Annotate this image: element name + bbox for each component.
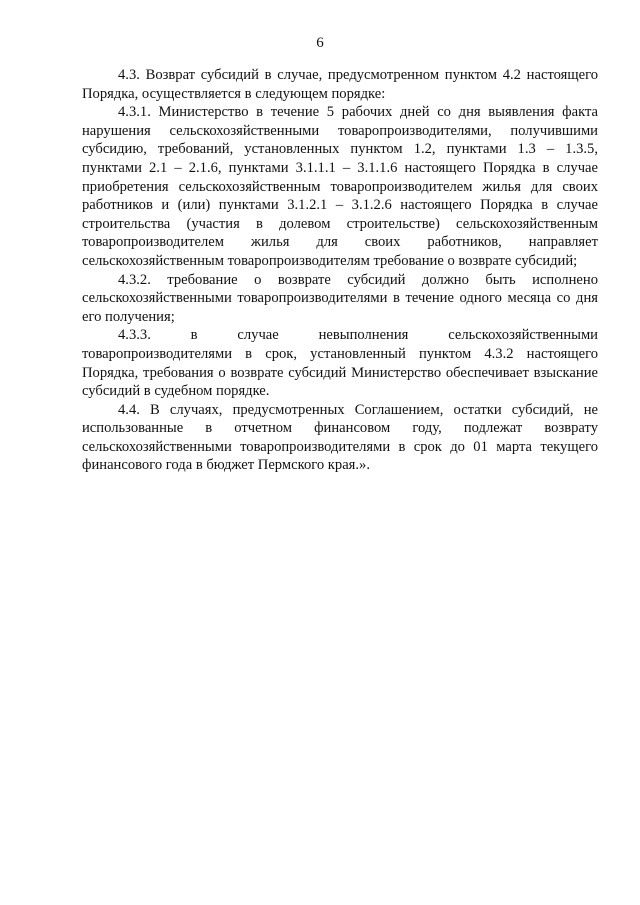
paragraph-4-3-1: 4.3.1. Министерство в течение 5 рабочих дней со дня выявления факта нарушения сельскохозяйственными товаропроизводителями, получившими субсидию, требований, установленных пунктом 1.2, пунктами 1.3 – 1.3.5, пунктами 2.1 – 2.1.6, пунктами 3.1.1.1 – 3.1.1.6 настоящего Порядка в случае приобретения сельскохозяйственным товаропроизводителем жилья для своих работников и (или) пунктами 3.1.2.1 – 3.1.2.6 настоящего Порядка в случае строительства (участия в долевом строительстве) сельскохозяйственным товаропроизводителем жилья для своих работников, направляет сельскохозяйственным товаропроизводителям требование о возврате субсидий;	[82, 104, 598, 269]
document-body	[82, 66, 598, 475]
paragraph-4-3: 4.3. Возврат субсидий в случае, предусмотренном пунктом 4.2 настоящего Порядка, осуществляется в следующем порядке:	[82, 67, 598, 102]
page-number: 6	[316, 35, 324, 51]
paragraph-4-4: 4.4. В случаях, предусмотренных Соглашением, остатки субсидий, не использованные в отчетном финансовом году, подлежат возврату сельскохозяйственными товаропроизводителями в срок до 01 марта текущего финансового года в бюджет Пермского края.».	[82, 401, 598, 474]
paragraph-4-3-2: 4.3.2. требование о возврате субсидий должно быть исполнено сельскохозяйственными товаропроизводителями в течение одного месяца со дня его получения;	[82, 271, 598, 325]
paragraph-4-3-3: 4.3.3. в случае невыполнения сельскохозяйственными товаропроизводителями в срок, установленный пунктом 4.3.2 настоящего Порядка, требования о возврате субсидий Министерство обеспечивает взыскание субсидий в судебном порядке.	[82, 327, 598, 400]
